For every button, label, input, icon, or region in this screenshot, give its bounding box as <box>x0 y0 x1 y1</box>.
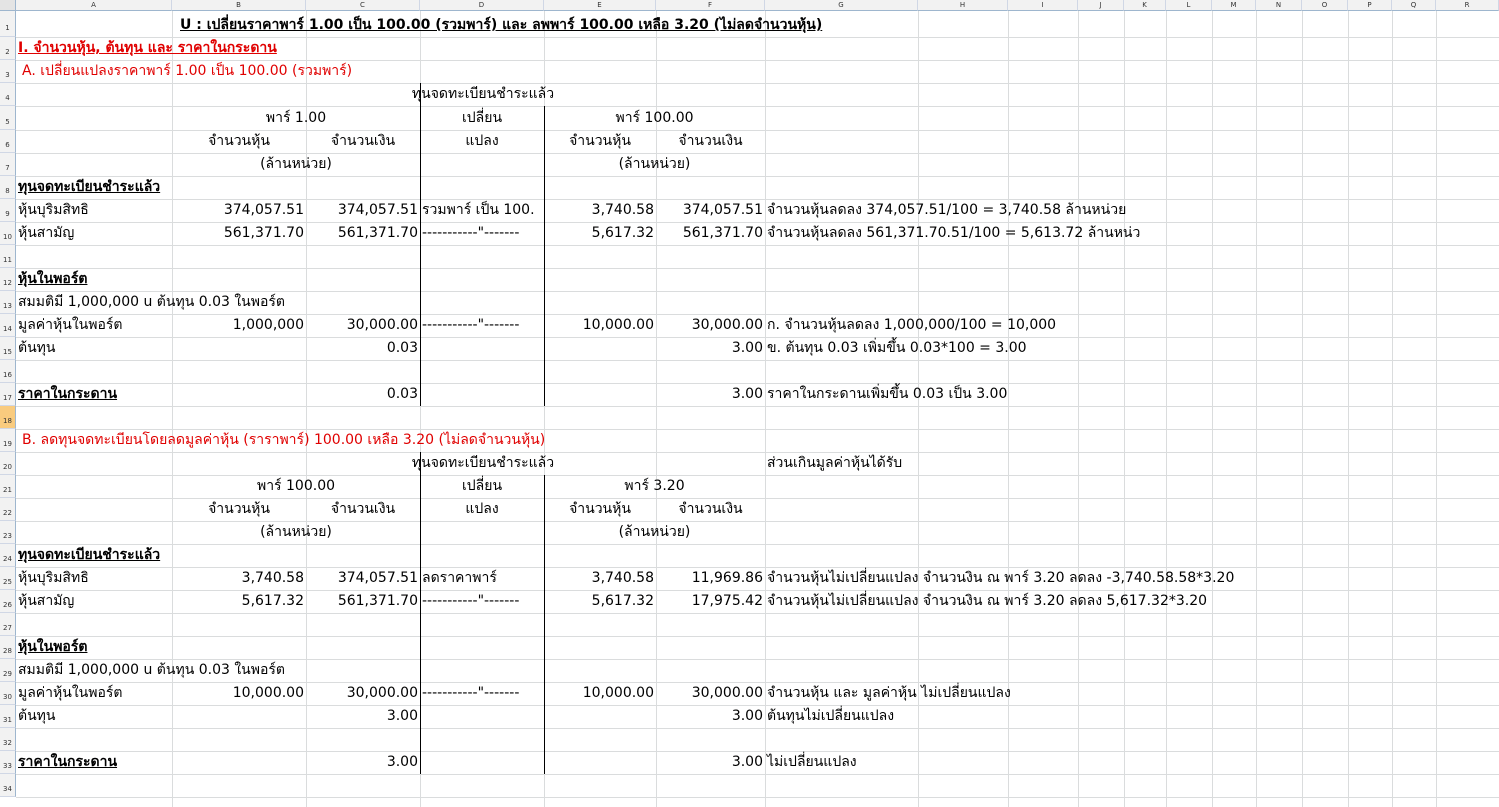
gridline-col <box>1436 11 1437 807</box>
row-header-15[interactable]: 15 <box>0 337 16 360</box>
row-header-3[interactable]: 3 <box>0 60 16 83</box>
part-b-heading[interactable]: B. ลดทุนจดทะเบียนโดยลดมูลค่าหุ้น (ราราพาร์) 100.00 เหลือ 3.20 (ไม่ลดจำนวนหุ้น) <box>22 432 546 448</box>
partB-board-price-old[interactable]: 3.00 <box>386 754 418 770</box>
partB-cost-new[interactable]: 3.00 <box>731 708 763 724</box>
row-header-14[interactable]: 14 <box>0 314 16 337</box>
column-header-a[interactable]: A <box>16 0 172 11</box>
row-header-20[interactable]: 20 <box>0 452 16 475</box>
partA-cost-old[interactable]: 0.03 <box>386 340 418 356</box>
partB-pref-change[interactable]: ลดราคาพาร์ <box>422 570 497 586</box>
gridline-row <box>16 406 1499 407</box>
partA-pref-amount-new[interactable]: 374,057.51 <box>682 202 763 218</box>
section-heading[interactable]: I. จำนวนหุ้น, ต้นทุน และ ราคาในกระดาน <box>18 40 277 56</box>
partA-amount-old-header[interactable]: จำนวนเงิน <box>330 133 396 149</box>
gridline-row <box>16 83 1499 84</box>
gridline-col <box>1212 11 1213 807</box>
partA-common-change[interactable]: -----------"------- <box>422 225 520 241</box>
row-header-9[interactable]: 9 <box>0 199 16 222</box>
gridline-row <box>16 544 1499 545</box>
column-header-o[interactable]: O <box>1302 0 1348 11</box>
partB-change-label-2[interactable]: แปลง <box>465 501 499 517</box>
row-header-22[interactable]: 22 <box>0 498 16 521</box>
partB-portfolio-value-label[interactable]: มูลค่าหุ้นในพอร์ต <box>18 685 123 701</box>
column-header-q[interactable]: Q <box>1392 0 1436 11</box>
partA-portfolio-change[interactable]: -----------"------- <box>422 317 520 333</box>
partB-portfolio-amount-old[interactable]: 30,000.00 <box>346 685 418 701</box>
partA-assumption[interactable]: สมมติมี 1,000,000 u ต้นทุน 0.03 ในพอร์ต <box>18 294 285 310</box>
partA-pref-shares-new[interactable]: 3,740.58 <box>591 202 654 218</box>
gridline-row <box>16 268 1499 269</box>
partB-portfolio-label[interactable]: หุ้นในพอร์ต <box>18 639 88 655</box>
row-header-17[interactable]: 17 <box>0 383 16 406</box>
partA-portfolio-shares-old[interactable]: 1,000,000 <box>232 317 304 333</box>
gridline-col <box>1302 11 1303 807</box>
row-header-11[interactable]: 11 <box>0 245 16 268</box>
partA-pref-note[interactable]: จำนวนหุ้นลดลง 374,057.51/100 = 3,740.58 ล้านหน่วย <box>767 202 1127 218</box>
row-header-28[interactable]: 28 <box>0 636 16 659</box>
row-header-16[interactable]: 16 <box>0 360 16 383</box>
column-header-i[interactable]: I <box>1008 0 1078 11</box>
partB-pref-amount-old[interactable]: 374,057.51 <box>337 570 418 586</box>
gridline-col <box>1256 11 1257 807</box>
row-header-18[interactable]: 18 <box>0 406 16 429</box>
partB-capital-label[interactable]: ทุนจดทะเบียนชำระแล้ว <box>18 547 161 563</box>
row-header-26[interactable]: 26 <box>0 590 16 613</box>
partB-assumption[interactable]: สมมติมี 1,000,000 u ต้นทุน 0.03 ในพอร์ต <box>18 662 285 678</box>
row-header-13[interactable]: 13 <box>0 291 16 314</box>
column-header-l[interactable]: L <box>1166 0 1212 11</box>
partB-par-new[interactable]: พาร์ 3.20 <box>624 478 685 494</box>
partB-board-price-new[interactable]: 3.00 <box>731 754 763 770</box>
partA-common-shares-old[interactable]: 561,371.70 <box>223 225 304 241</box>
gridline-col <box>765 11 766 807</box>
premium-header[interactable]: ส่วนเกินมูลค่าหุ้นได้รับ <box>767 455 903 471</box>
partA-common-amount-old[interactable]: 561,371.70 <box>337 225 418 241</box>
partB-portfolio-shares-old[interactable]: 10,000.00 <box>232 685 304 701</box>
row-header-19[interactable]: 19 <box>0 429 16 452</box>
partB-common-label[interactable]: หุ้นสามัญ <box>18 593 75 609</box>
gridline-row <box>16 360 1499 361</box>
partB-common-shares-old[interactable]: 5,617.32 <box>241 593 304 609</box>
column-header-j[interactable]: J <box>1078 0 1124 11</box>
row-header-8[interactable]: 8 <box>0 176 16 199</box>
column-header-g[interactable]: G <box>765 0 918 11</box>
partB-pref-shares-new[interactable]: 3,740.58 <box>591 570 654 586</box>
partB-cost-label[interactable]: ต้นทุน <box>18 708 56 724</box>
partA-pref-change[interactable]: รวมพาร์ เป็น 100. <box>422 202 535 218</box>
column-header-r[interactable]: R <box>1436 0 1499 11</box>
row-header-24[interactable]: 24 <box>0 544 16 567</box>
partB-pref-note[interactable]: จำนวนหุ้นไม่เปลี่ยนแปลง จำนวนงิน ณ พาร์ 3.20 ลดลง -3,740.58.58*3.20 <box>767 570 1235 586</box>
partB-board-price-note[interactable]: ไม่เปลี่ยนแปลง <box>767 754 857 770</box>
row-header-23[interactable]: 23 <box>0 521 16 544</box>
partA-common-amount-new[interactable]: 561,371.70 <box>682 225 763 241</box>
partB-par-old[interactable]: พาร์ 100.00 <box>256 478 336 494</box>
gridline-row <box>16 636 1499 637</box>
row-header-6[interactable]: 6 <box>0 130 16 153</box>
row-header-25[interactable]: 25 <box>0 567 16 590</box>
column-header-d[interactable]: D <box>420 0 544 11</box>
row-header-7[interactable]: 7 <box>0 153 16 176</box>
partB-shares-old-header[interactable]: จำนวนหุ้น <box>208 501 270 517</box>
partA-change-label[interactable]: เปลี่ยน <box>461 110 503 126</box>
row-header-30[interactable]: 30 <box>0 682 16 705</box>
gridline-row <box>16 245 1499 246</box>
column-header-c[interactable]: C <box>306 0 420 11</box>
partB-pref-amount-new[interactable]: 11,969.86 <box>691 570 763 586</box>
partA-portfolio-label[interactable]: หุ้นในพอร์ต <box>18 271 88 287</box>
gridline-row <box>16 728 1499 729</box>
partB-amount-new-header[interactable]: จำนวนเงิน <box>678 501 743 517</box>
partA-board-price-old[interactable]: 0.03 <box>386 386 418 402</box>
row-header-1[interactable]: 1 <box>0 11 16 37</box>
partB-capital-header[interactable]: ทุนจดทะเบียนชำระแล้ว <box>411 455 555 471</box>
row-header-31[interactable]: 31 <box>0 705 16 728</box>
cell-border <box>544 106 545 406</box>
row-header-33[interactable]: 33 <box>0 751 16 774</box>
row-header-2[interactable]: 2 <box>0 37 16 60</box>
partA-cost-new[interactable]: 3.00 <box>731 340 763 356</box>
partB-pref-label[interactable]: หุ้นบุริมสิทธิ <box>18 570 89 586</box>
row-header-34[interactable]: 34 <box>0 774 16 797</box>
partA-par-new[interactable]: พาร์ 100.00 <box>615 110 694 126</box>
gridline-row <box>16 613 1499 614</box>
gridline-col <box>1124 11 1125 807</box>
select-all-corner[interactable] <box>0 0 16 11</box>
partA-board-price-new[interactable]: 3.00 <box>731 386 763 402</box>
row-header-4[interactable]: 4 <box>0 83 16 106</box>
partB-common-note[interactable]: จำนวนหุ้นไม่เปลี่ยนแปลง จำนวนงิน ณ พาร์ 3.20 ลดลง 5,617.32*3.20 <box>767 593 1208 609</box>
gridline-col <box>656 11 657 807</box>
column-header-f[interactable]: F <box>656 0 765 11</box>
partB-portfolio-shares-new[interactable]: 10,000.00 <box>582 685 654 701</box>
partA-unit-new[interactable]: (ล้านหน่วย) <box>618 156 691 172</box>
partA-shares-new-header[interactable]: จำนวนหุ้น <box>569 133 631 149</box>
gridline-col <box>1348 11 1349 807</box>
gridline-col <box>1078 11 1079 807</box>
partB-board-price-label[interactable]: ราคาในกระดาน <box>18 754 118 770</box>
partB-unit-new[interactable]: (ล้านหน่วย) <box>618 524 691 540</box>
row-header-12[interactable]: 12 <box>0 268 16 291</box>
row-header-10[interactable]: 10 <box>0 222 16 245</box>
row-header-32[interactable]: 32 <box>0 728 16 751</box>
row-header-5[interactable]: 5 <box>0 106 16 130</box>
gridline-row <box>16 452 1499 453</box>
partA-portfolio-shares-new[interactable]: 10,000.00 <box>582 317 654 333</box>
partB-portfolio-amount-new[interactable]: 30,000.00 <box>691 685 763 701</box>
partB-unit-old[interactable]: (ล้านหน่วย) <box>260 524 332 540</box>
partA-par-old[interactable]: พาร์ 1.00 <box>265 110 327 126</box>
partB-common-shares-new[interactable]: 5,617.32 <box>591 593 654 609</box>
partB-common-change[interactable]: -----------"------- <box>422 593 520 609</box>
partA-shares-old-header[interactable]: จำนวนหุ้น <box>208 133 270 149</box>
partA-board-price-note[interactable]: ราคาในกระดานเพิ่มขึ้น 0.03 เป็น 3.00 <box>767 386 1008 402</box>
partA-cost-label[interactable]: ต้นทุน <box>18 340 56 356</box>
gridline-col <box>306 11 307 807</box>
partA-portfolio-amount-old[interactable]: 30,000.00 <box>346 317 418 333</box>
row-header-27[interactable]: 27 <box>0 613 16 636</box>
partA-common-note[interactable]: จำนวนหุ้นลดลง 561,371.70.51/100 = 5,613.72 ล้านหน่ว <box>767 225 1141 241</box>
partA-amount-new-header[interactable]: จำนวนเงิน <box>678 133 743 149</box>
partB-cost-note[interactable]: ต้นทุนไม่เปลี่ยนแปลง <box>767 708 895 724</box>
gridline-col <box>1166 11 1167 807</box>
column-header-k[interactable]: K <box>1124 0 1166 11</box>
cell-border <box>420 452 421 774</box>
partA-change-label-2[interactable]: แปลง <box>465 133 499 149</box>
column-header-n[interactable]: N <box>1256 0 1302 11</box>
partA-unit-old[interactable]: (ล้านหน่วย) <box>260 156 332 172</box>
partA-pref-shares-old[interactable]: 374,057.51 <box>223 202 304 218</box>
gridline-col <box>172 11 173 807</box>
column-header-h[interactable]: H <box>918 0 1008 11</box>
partB-shares-new-header[interactable]: จำนวนหุ้น <box>569 501 631 517</box>
gridline-row <box>16 176 1499 177</box>
row-header-29[interactable]: 29 <box>0 659 16 682</box>
column-header-b[interactable]: B <box>172 0 306 11</box>
partB-common-amount-old[interactable]: 561,371.70 <box>337 593 418 609</box>
partB-pref-shares-old[interactable]: 3,740.58 <box>241 570 304 586</box>
partA-capital-label[interactable]: ทุนจดทะเบียนชำระแล้ว <box>18 179 161 195</box>
cell-border <box>544 475 545 774</box>
gridline-col <box>1392 11 1393 807</box>
partB-common-amount-new[interactable]: 17,975.42 <box>691 593 763 609</box>
part-a-heading[interactable]: A. เปลี่ยนแปลงราคาพาร์ 1.00 เป็น 100.00 (รวมพาร์) <box>22 63 353 79</box>
row-header-21[interactable]: 21 <box>0 475 16 498</box>
column-header-m[interactable]: M <box>1212 0 1256 11</box>
partA-common-label[interactable]: หุ้นสามัญ <box>18 225 75 241</box>
partA-cost-note[interactable]: ข. ต้นทุน 0.03 เพิ่มขึ้น 0.03*100 = 3.00 <box>767 340 1027 356</box>
gridline-row <box>16 797 1499 798</box>
sheet-title[interactable]: U : เปลี่ยนราคาพาร์ 1.00 เป็น 100.00 (รวมพาร์) และ ลพพาร์ 100.00 เหลือ 3.20 (ไม่ลดจำนวนหุ้น) <box>180 17 823 33</box>
partB-change-label[interactable]: เปลี่ยน <box>461 478 503 494</box>
partA-portfolio-value-label[interactable]: มูลค่าหุ้นในพอร์ต <box>18 317 123 333</box>
cell-border <box>420 83 421 406</box>
partA-capital-header[interactable]: ทุนจดทะเบียนชำระแล้ว <box>411 86 555 102</box>
partB-cost-old[interactable]: 3.00 <box>386 708 418 724</box>
partB-amount-old-header[interactable]: จำนวนเงิน <box>330 501 396 517</box>
partA-portfolio-note[interactable]: ก. จำนวนหุ้นลดลง 1,000,000/100 = 10,000 <box>767 317 1057 333</box>
partA-common-shares-new[interactable]: 5,617.32 <box>591 225 654 241</box>
column-header-e[interactable]: E <box>544 0 656 11</box>
partA-pref-amount-old[interactable]: 374,057.51 <box>337 202 418 218</box>
partA-board-price-label[interactable]: ราคาในกระดาน <box>18 386 118 402</box>
partB-portfolio-note[interactable]: จำนวนหุ้น และ มูลค่าหุ้น ไม่เปลี่ยนแปลง <box>767 685 1011 701</box>
partA-portfolio-amount-new[interactable]: 30,000.00 <box>691 317 763 333</box>
gridline-row <box>16 774 1499 775</box>
partA-pref-label[interactable]: หุ้นบุริมสิทธิ <box>18 202 89 218</box>
partB-portfolio-change[interactable]: -----------"------- <box>422 685 520 701</box>
column-header-p[interactable]: P <box>1348 0 1392 11</box>
